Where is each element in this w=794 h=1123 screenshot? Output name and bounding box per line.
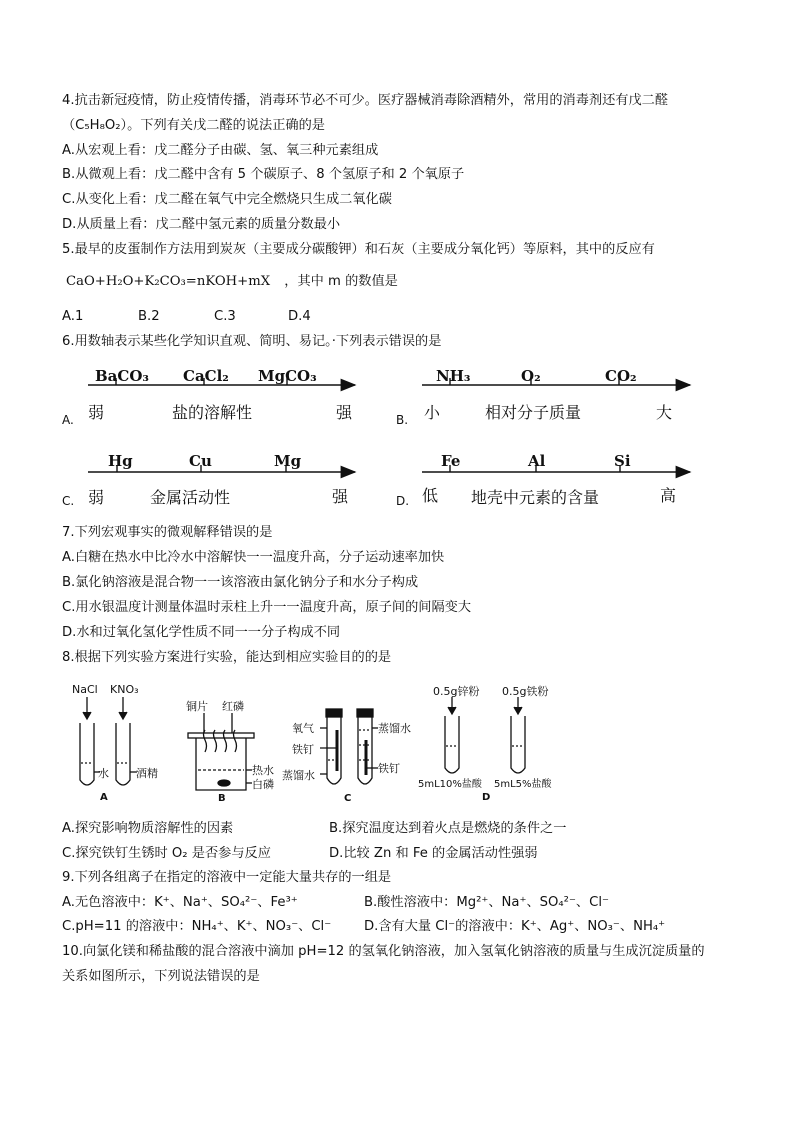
q9-stem: 9.下列各组离子在指定的溶液中一定能大量共存的一组是 — [62, 870, 392, 885]
q8-stem: 8.根据下列实验方案进行实验，能达到相应实验目的的是 — [62, 650, 392, 665]
q4-stem-line2: （C₅H₈O₂）。下列有关戊二醛的说法正确的是 — [62, 118, 325, 133]
q8-fig-c-distilled-2: 蒸馏水 — [378, 722, 411, 735]
q9-option-a: A.无色溶液中：K⁺、Na⁺、SO₄²⁻、Fe³⁺ — [62, 895, 298, 910]
q4-option-a: A.从宏观上看：戊二醛分子由碳、氢、氧三种元素组成 — [62, 143, 379, 158]
q8-fig-d-letter: D — [482, 792, 491, 803]
q6-c-left: 弱 — [88, 488, 105, 507]
q5-stem-tail: ，其中 m 的数值是 — [284, 274, 398, 289]
q8-fig-b-white-p: 白磷 — [252, 778, 274, 791]
q7-option-d: D.水和过氧化氢化学性质不同一一分子构成不同 — [62, 625, 341, 640]
q6-d-item-1: Fe — [441, 452, 461, 470]
q5-stem-line1: 5.最早的皮蛋制作方法用到炭灰（主要成分碳酸钾）和石灰（主要成分氧化钙）等原料，其中的反应有 — [62, 242, 655, 257]
q7-option-b: B.氯化钠溶液是混合物一一该溶液由氯化钠分子和水分子构成 — [62, 575, 419, 590]
q8-fig-b-letter: B — [218, 793, 226, 804]
q8-fig-d-iron: 0.5g铁粉 — [502, 685, 549, 698]
q8-figure-c — [320, 709, 378, 784]
q4-option-c: C.从变化上看：戊二醛在氧气中完全燃烧只生成二氧化碳 — [62, 192, 392, 207]
q6-stem: 6.用数轴表示某些化学知识直观、简明、易记。·下列表示错误的是 — [62, 334, 442, 349]
q7-option-a: A.白糖在热水中比冷水中溶解快一一温度升高，分子运动速率加快 — [62, 550, 445, 565]
q9-option-b: B.酸性溶液中：Mg²⁺、Na⁺、SO₄²⁻、Cl⁻ — [364, 895, 609, 910]
q5-option-c: C.3 — [214, 309, 236, 324]
q8-fig-c-nail-1: 铁钉 — [292, 743, 314, 756]
q8-fig-c-oxygen: 氧气 — [292, 722, 314, 735]
q8-figure-b — [188, 713, 254, 790]
q8-option-c: C.探究铁钉生锈时 O₂ 是否参与反应 — [62, 846, 271, 861]
q8-option-a: A.探究影响物质溶解性的因素 — [62, 821, 234, 836]
q8-option-d: D.比较 Zn 和 Fe 的金属活动性强弱 — [329, 846, 538, 861]
q8-fig-b-copper: 铜片 — [186, 700, 208, 713]
q8-fig-a-alcohol: 酒精 — [136, 767, 158, 780]
q4-option-b: B.从微观上看：戊二醛中含有 5 个碳原子、8 个氢原子和 2 个氧原子 — [62, 167, 465, 182]
q8-fig-a-kno3: KNO₃ — [110, 683, 139, 696]
q8-fig-d-acid-1: 5mL10%盐酸 — [418, 779, 482, 790]
q4-stem-line1: 4.抗击新冠疫情，防止疫情传播，消毒环节必不可少。医疗器械消毒除酒精外，常用的消毒剂还有戊二醛 — [62, 93, 669, 108]
q6-d-left: 低 — [422, 486, 439, 505]
q6-b-item-3: CO₂ — [605, 367, 637, 385]
q6-a-item-3: MgCO₃ — [258, 367, 317, 385]
q6-c-center: 金属活动性 — [150, 488, 231, 507]
q5-option-d: D.4 — [288, 309, 311, 324]
q7-stem: 7.下列宏观事实的微观解释错误的是 — [62, 525, 273, 540]
q6-b-item-1: NH₃ — [436, 367, 471, 385]
q9-option-c: C.pH=11 的溶液中：NH₄⁺、K⁺、NO₃⁻、Cl⁻ — [62, 919, 332, 934]
q6-a-left: 弱 — [88, 403, 105, 422]
q6-b-center: 相对分子质量 — [485, 403, 582, 422]
q5-option-b: B.2 — [138, 309, 160, 324]
q6-c-item-1: Hg — [108, 452, 133, 470]
q6-a-letter: A. — [62, 413, 74, 427]
q6-b-item-2: O₂ — [521, 367, 541, 385]
q8-option-b: B.探究温度达到着火点是燃烧的条件之一 — [329, 821, 567, 836]
q10-stem-line2: 关系如图所示，下列说法错误的是 — [62, 969, 260, 984]
q8-fig-b-hot-water: 热水 — [252, 764, 274, 777]
q5-option-a: A.1 — [62, 309, 84, 324]
q8-fig-a-water: 水 — [98, 767, 109, 780]
q9-option-d: D.含有大量 Cl⁻的溶液中：K⁺、Ag⁺、NO₃⁻、NH₄⁺ — [364, 919, 666, 934]
q6-b-left: 小 — [424, 403, 441, 422]
q6-c-letter: C. — [62, 494, 75, 508]
q10-stem-line1: 10.向氯化镁和稀盐酸的混合溶液中滴加 pH=12 的氢氧化钠溶液，加入氢氧化钠溶液的质量与生成沉淀质量的 — [62, 944, 705, 959]
q8-fig-b-red-p: 红磷 — [222, 700, 244, 713]
q4-option-d: D.从质量上看：戊二醛中氢元素的质量分数最小 — [62, 217, 341, 232]
q8-fig-c-distilled-1: 蒸馏水 — [282, 769, 315, 782]
q8-fig-d-zinc: 0.5g锌粉 — [433, 685, 480, 698]
q6-a-item-1: BaCO₃ — [95, 367, 149, 385]
q8-fig-c-nail-2: 铁钉 — [378, 762, 400, 775]
q6-c-item-2: Cu — [189, 452, 212, 470]
q6-a-center: 盐的溶解性 — [172, 403, 253, 422]
q8-fig-d-acid-2: 5mL5%盐酸 — [494, 779, 552, 790]
q8-fig-a-nacl: NaCl — [72, 683, 98, 696]
q6-d-item-3: Si — [614, 452, 631, 470]
q6-a-item-2: CaCl₂ — [183, 367, 229, 385]
q7-option-c: C.用水银温度计测量体温时汞柱上升一一温度升高，原子间的间隔变大 — [62, 600, 472, 615]
q8-fig-c-letter: C — [344, 793, 352, 804]
q8-figure-d — [445, 697, 525, 773]
q6-c-right: 强 — [332, 487, 349, 506]
q5-equation: CaO+H₂O+K₂CO₃=nKOH+mX — [66, 274, 271, 289]
q6-b-letter: B. — [396, 413, 409, 427]
q6-d-right: 高 — [660, 486, 677, 505]
q8-fig-a-letter: A — [100, 792, 108, 803]
q6-d-letter: D. — [396, 494, 410, 508]
q6-c-item-3: Mg — [274, 452, 302, 470]
q6-d-center: 地壳中元素的含量 — [471, 488, 600, 507]
q6-b-right: 大 — [656, 403, 673, 422]
q6-d-item-2: Al — [528, 452, 546, 470]
q6-a-right: 强 — [336, 403, 353, 422]
